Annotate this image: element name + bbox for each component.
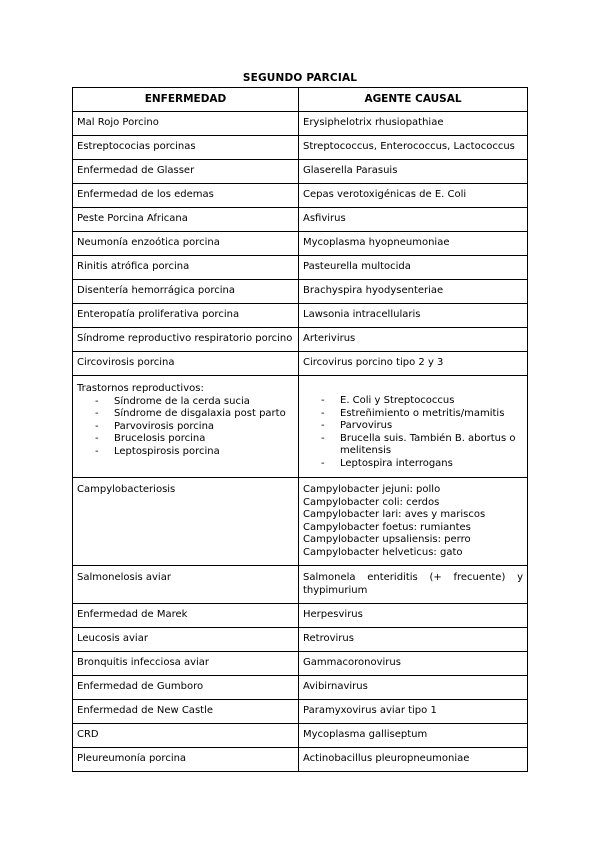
table-row	[73, 304, 528, 328]
disease-cell: Salmonelosis aviar	[73, 566, 299, 604]
agent-cell: Pasteurella multocida	[299, 256, 528, 280]
disease-cell: Bronquitis infecciosa aviar	[73, 652, 299, 676]
agent-cell: Glaserella Parasuis	[299, 160, 528, 184]
disease-cell: Peste Porcina Africana	[73, 208, 299, 232]
agent-cell: Asfivirus	[299, 208, 528, 232]
disease-cell: Circovirosis porcina	[73, 352, 299, 376]
list-item: - Síndrome de disgalaxia post parto	[77, 408, 294, 421]
list-item: - Parvovirus	[303, 420, 523, 433]
table-row-reproductive	[73, 376, 528, 478]
table-row	[73, 280, 528, 304]
table-row	[73, 328, 528, 352]
list-item: - Síndrome de la cerda sucia	[77, 396, 294, 409]
table-row	[73, 160, 528, 184]
list-item: - Brucella suis. También B. abortus o melitensis	[303, 433, 523, 458]
table-row	[73, 256, 528, 280]
agent-cell: Gammacoronovirus	[299, 652, 528, 676]
agent-cell: Streptococcus, Enterococcus, Lactococcus	[299, 136, 528, 160]
table-row	[73, 604, 528, 628]
agent-cell: Actinobacillus pleuropneumoniae	[299, 748, 528, 772]
list-item: - E. Coli y Streptococcus	[303, 395, 523, 408]
table-row	[73, 184, 528, 208]
reproductive-disease-list	[77, 396, 294, 459]
agent-cell: Mycoplasma galliseptum	[299, 724, 528, 748]
disease-cell: Mal Rojo Porcino	[73, 112, 299, 136]
table-row	[73, 700, 528, 724]
agent-cell: Retrovirus	[299, 628, 528, 652]
agent-line: Salmonela enteriditis (+ frecuente) y	[303, 572, 523, 583]
disease-cell: Neumonía enzoótica porcina	[73, 232, 299, 256]
header-agent: AGENTE CAUSAL	[299, 88, 528, 112]
disease-cell: Leucosis aviar	[73, 628, 299, 652]
list-item: - Estreñimiento o metritis/mamitis	[303, 408, 523, 421]
agent-cell: Brachyspira hyodysenteriae	[299, 280, 528, 304]
table-row	[73, 628, 528, 652]
agent-cell	[299, 478, 528, 566]
disease-cell: Enfermedad de Marek	[73, 604, 299, 628]
disease-cell: Enteropatía proliferativa porcina	[73, 304, 299, 328]
agent-line: Campylobacter helveticus: gato	[303, 546, 463, 558]
agent-line: Campylobacter lari: aves y mariscos	[303, 509, 486, 520]
disease-cell: Rinitis atrófica porcina	[73, 256, 299, 280]
agent-line: thypimurium	[303, 584, 368, 596]
disease-cell: Enfermedad de los edemas	[73, 184, 299, 208]
disease-table	[72, 87, 528, 772]
agent-cell	[299, 566, 528, 604]
disease-cell: Enfermedad de Gumboro	[73, 676, 299, 700]
agent-line: Campylobacter jejuni: pollo	[303, 484, 441, 495]
table-row	[73, 676, 528, 700]
list-item: - Leptospirosis porcina	[77, 446, 294, 459]
table-row	[73, 724, 528, 748]
header-row	[73, 88, 528, 112]
table-row-campylobacter	[73, 478, 528, 566]
disease-cell: Pleureumonía porcina	[73, 748, 299, 772]
list-item: - Leptospira interrogans	[303, 458, 523, 471]
disease-cell: Síndrome reproductivo respiratorio porcino	[73, 328, 299, 352]
list-item: - Parvovirosis porcina	[77, 421, 294, 434]
page-title: SEGUNDO PARCIAL	[242, 72, 358, 84]
list-item: - Brucelosis porcina	[77, 433, 294, 446]
agent-cell: Paramyxovirus aviar tipo 1	[299, 700, 528, 724]
reproductive-agent-list	[303, 395, 523, 470]
disease-cell: Campylobacteriosis	[73, 478, 299, 566]
agent-line: Campylobacter coli: cerdos	[303, 496, 440, 508]
disease-cell: Estreptococias porcinas	[73, 136, 299, 160]
table-row	[73, 652, 528, 676]
header-disease: ENFERMEDAD	[73, 88, 299, 112]
agent-cell: Mycoplasma hyopneumoniae	[299, 232, 528, 256]
agent-cell: Circovirus porcino tipo 2 y 3	[299, 352, 528, 376]
table-row	[73, 352, 528, 376]
reproductive-intro: Trastornos reproductivos:	[77, 383, 204, 394]
agent-cell: Avibirnavirus	[299, 676, 528, 700]
agent-cell: Cepas verotoxigénicas de E. Coli	[299, 184, 528, 208]
table-row	[73, 136, 528, 160]
disease-cell: Disentería hemorrágica porcina	[73, 280, 299, 304]
agent-cell: Herpesvirus	[299, 604, 528, 628]
agent-cell: Arterivirus	[299, 328, 528, 352]
table-row	[73, 112, 528, 136]
agent-cell	[299, 376, 528, 478]
disease-cell: Enfermedad de Glasser	[73, 160, 299, 184]
table-row-salmonella	[73, 566, 528, 604]
agent-cell: Lawsonia intracellularis	[299, 304, 528, 328]
disease-cell: CRD	[73, 724, 299, 748]
agent-line: Campylobacter foetus: rumiantes	[303, 521, 471, 533]
table-row	[73, 208, 528, 232]
disease-cell	[73, 376, 299, 478]
disease-cell: Enfermedad de New Castle	[73, 700, 299, 724]
agent-cell: Erysiphelotrix rhusiopathiae	[299, 112, 528, 136]
table-row	[73, 748, 528, 772]
table-row	[73, 232, 528, 256]
agent-line: Campylobacter upsaliensis: perro	[303, 534, 471, 545]
